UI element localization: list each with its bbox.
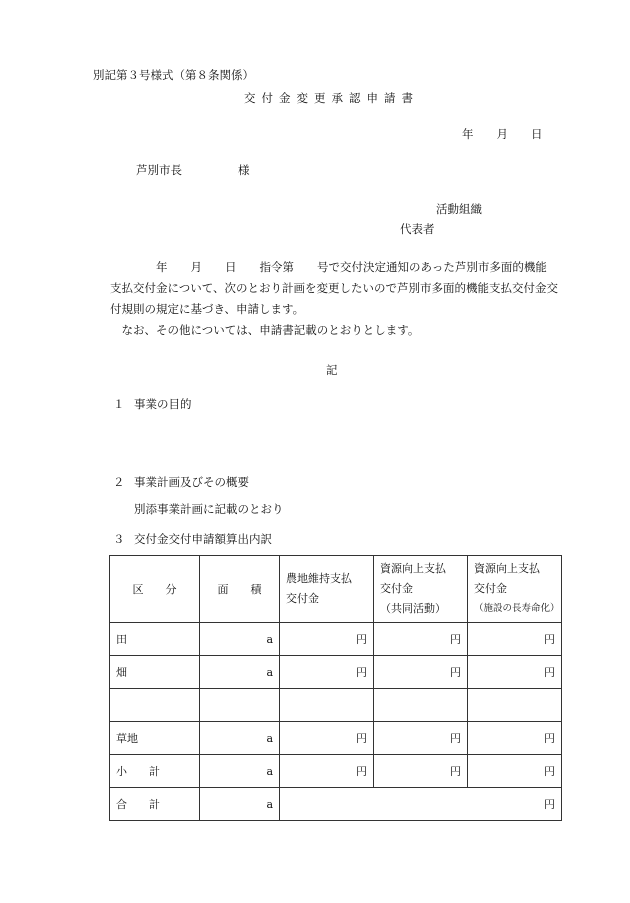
header-resource-longevity-line2: 交付金: [474, 582, 507, 595]
header-resource-longevity-line3: （施設の長寿命化）: [474, 603, 560, 614]
section-1-number: １: [113, 397, 125, 411]
body-line: 年 月 日 指令第 号で交付決定通知のあった芦別市多面的機能: [110, 260, 547, 274]
header-farmland-payment: [280, 556, 374, 623]
table-row: [110, 623, 562, 656]
section-2-number: ２: [113, 475, 125, 489]
body-line: 支払交付金について、次のとおり計画を変更したいので芦別市多面的機能支払交付金交: [110, 281, 559, 295]
table-row: [110, 722, 562, 755]
total-label: 合 計: [110, 788, 200, 821]
form-number-label: 別記第３号様式（第８条関係）: [93, 68, 254, 82]
header-farmland-line2: 交付金: [286, 592, 319, 605]
row-area-unit: a: [200, 755, 280, 788]
section-2-title: 事業計画及びその概要: [134, 475, 249, 489]
table-row: [110, 656, 562, 689]
section-2-note: 別添事業計画に記載のとおり: [134, 502, 284, 516]
row-label: 小 計: [110, 755, 200, 788]
table-row-subtotal: [110, 755, 562, 788]
row-amount-1: 円: [280, 755, 374, 788]
header-resource-joint-line3: （共同活動）: [380, 602, 446, 615]
representative-label: 代表者: [400, 222, 435, 236]
row-label: 草地: [110, 722, 200, 755]
header-kubun: 区 分: [110, 556, 200, 623]
row-amount-1: [280, 689, 374, 722]
application-body: [110, 257, 570, 341]
row-amount-1: 円: [280, 722, 374, 755]
header-farmland-line1: 農地維持支払: [286, 572, 352, 585]
ki-heading: 記: [326, 363, 338, 377]
header-resource-longevity: [468, 556, 562, 623]
table-row-total: [110, 788, 562, 821]
row-amount-1: 円: [280, 656, 374, 689]
section-3-number: ３: [113, 532, 125, 546]
addressee-honorific: 様: [238, 163, 250, 177]
section-1-title: 事業の目的: [134, 397, 192, 411]
total-amount: 円: [280, 788, 562, 821]
organization-label: 活動組織: [436, 202, 482, 216]
section-3-title: 交付金交付申請額算出内訳: [134, 532, 272, 546]
row-label: 畑: [110, 656, 200, 689]
document-title: 交付金変更承認申請書: [244, 91, 419, 105]
row-amount-2: [374, 689, 468, 722]
header-resource-longevity-line1: 資源向上支払: [474, 562, 540, 575]
table-header-row: [110, 556, 562, 623]
header-resource-joint-line1: 資源向上支払: [380, 562, 446, 575]
row-amount-2: 円: [374, 623, 468, 656]
row-label: 田: [110, 623, 200, 656]
total-area-unit: a: [200, 788, 280, 821]
row-amount-2: 円: [374, 656, 468, 689]
row-amount-3: 円: [468, 623, 562, 656]
row-area-unit: a: [200, 623, 280, 656]
row-label: [110, 689, 200, 722]
row-amount-3: 円: [468, 755, 562, 788]
date-line: 年 月 日: [462, 127, 543, 141]
row-area-unit: [200, 689, 280, 722]
body-line: 付規則の規定に基づき、申請します。: [110, 302, 305, 316]
body-line: なお、その他については、申請書記載のとおりとします。: [110, 323, 420, 337]
table-row-blank: [110, 689, 562, 722]
row-amount-3: [468, 689, 562, 722]
row-amount-2: 円: [374, 755, 468, 788]
addressee: 芦別市長: [136, 163, 182, 177]
row-area-unit: a: [200, 722, 280, 755]
row-amount-3: 円: [468, 656, 562, 689]
row-amount-3: 円: [468, 722, 562, 755]
header-resource-joint-line2: 交付金: [380, 582, 413, 595]
row-amount-1: 円: [280, 623, 374, 656]
header-menseki: 面 積: [200, 556, 280, 623]
row-area-unit: a: [200, 656, 280, 689]
calculation-table: [109, 555, 562, 821]
header-resource-joint: [374, 556, 468, 623]
row-amount-2: 円: [374, 722, 468, 755]
